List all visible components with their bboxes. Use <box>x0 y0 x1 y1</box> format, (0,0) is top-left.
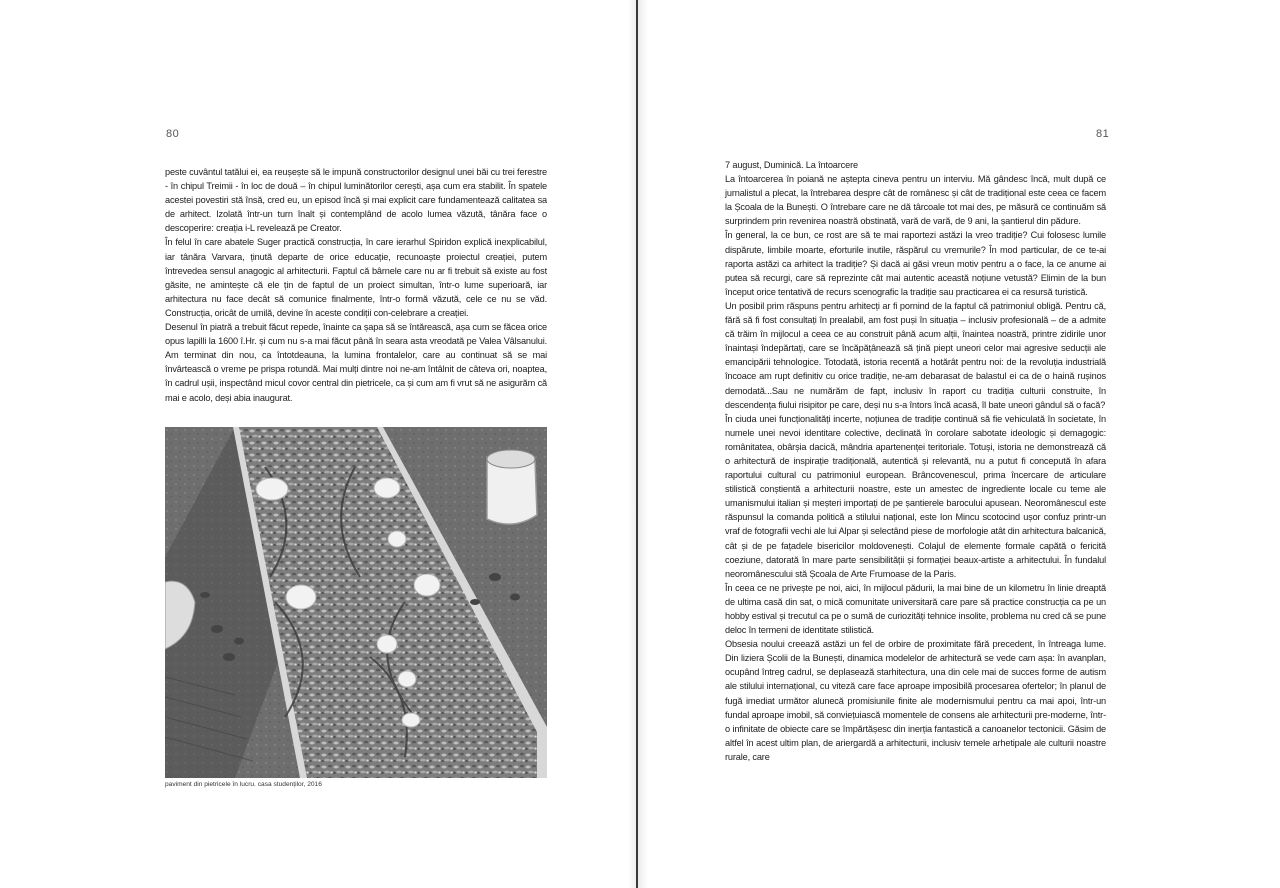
paragraph: În general, la ce bun, ce rost are să te mai raportezi astăzi la vreo tradiție? Cui folosesc lumile dispărute, limbile moarte, eforturile inutile, răspărul cu vremurile? În mod particular, de ce te-ai raporta astăzi ca arhitect la tradiție? Și dacă ai găsi vreun motiv pentru a o face, la ce anume ai putea să recurgi, care să reprezinte cât mai autentic această noțiune vetustă? Elimin de la bun început orice tentativă de recurs scenografic la tradiție sau practicarea ei ca resursă turistică. <box>725 230 1106 297</box>
paragraph: În ceea ce ne privește pe noi, aici, în mijlocul pădurii, la mai bine de un kilometru în linie dreaptă de ultima casă din sat, o mică comunitate universitară care pare să practice construcția ca pe un hobby estival și trecutul ca pe o sumă de curiozități tehnice insolite, problema nu cred că se pune deloc în termeni de identitate stilistică. <box>725 582 1106 636</box>
right-page-spine-shadow <box>638 0 648 888</box>
left-page-body <box>165 165 547 405</box>
right-page-body <box>725 158 1106 764</box>
left-page-spine-shadow <box>628 0 636 888</box>
paragraph: Un posibil prim răspuns pentru arhitecți ar fi pornind de la faptul că patrimoniul obligă. Pentru că, fără să fi fost consultați în prealabil, am fost puși în situația – inclusiv profesională – de a admite că trăim în mijlocul a ceea ce au construit până acum alții, înaintea noastră, printre zidirile unor înaintași îndepărtați, care se încăpățânează să țină piept uneori celor mai agresive seducții ale emancipării tehnologice. Totodată, istoria recentă a hotărât pentru noi: de la revoluția industrială încoace am rupt definitiv cu orice tradiție, ne-am debarasat de balastul ei ca de o haină rușinos demodată...Sau ne numărăm de fapt, inclusiv în raport cu tradiția culturii construite, în descendența fiului risipitor pe care, deși nu s-a întors încă acasă, îl bate uneori gândul să o facă? <box>725 300 1106 410</box>
right-page-number: 81 <box>1096 128 1110 140</box>
pebble-mosaic-photo <box>165 427 547 778</box>
paragraph: peste cuvântul tatălui ei, ea reușește să le impună constructorilor designul unei băi cu trei ferestre - în chipul Treimii - în loc de două – în chipul luminătorilor cerești, așa cum era stabilit. În spatele acestei povestiri stă însă, cred eu, un episod încă și mai explicit care fundamentează calitatea sa de arhitect. Izolată într-un turn înalt și contemplând de acolo lumea văzută, tânăra face o descoperire: creația i-L revelează pe Creator. <box>165 167 547 234</box>
paragraph: Obsesia noului creează astăzi un fel de orbire de proximitate fără precedent, în întreaga lume. Din liziera Școlii de la Bunești, dinamica modelelor de arhitectură se vede cam așa: în avanplan, ocupând întreg cadrul, se deplasează starhitectura, una din cele mai de succes forme de autism ale stilului internațional, cu viteză care face aproape imposibilă procesarea ofertelor; în planul de fugă imediat următor alunecă promisiunile finite ale modernismului pentru ca mai apoi, într-un fundal aproape imobil, să conviețuiască momentele de consens ale arhitecturii pre-moderne, într-o infinitate de obiecte care se împărtășesc din inerția fantastică a canoanelor tectonicii. Găsim de altfel în acest ultim plan, de ariergardă a arhitecturii, inclusiv temele arhetipale ale culturii noastre rurale, care <box>725 639 1106 762</box>
paragraph: În ciuda unei funcționalități incerte, noțiunea de tradiție continuă să fie vehiculată în societate, în numele unei nevoi identitare colective, declinată în corolare sabotate ideologic și demagogic: românitatea, obârșia dacică, mândria apartenenței teritoriale. Totuși, istoria ne demonstrează că o arhitectură de inspirație tradițională, autentică și relevantă, nu a putut fi concepută în afara raportului cultural cu patrimoniul european. Brâncovenescul, prima încercare de articulare stilistică conștientă a arhitecturii noastre, este un amestec de ingrediente locale cu teme ale umanismului italian și meșteri importați de pe șantierele barocului apusean. Neoromânescul este răspunsul la comanda politică a stilului național, este Ion Mincu scotocind ușor confuz printr-un vraf de fotografii vechi ale lui Alpar și selectând piese de morfologie atât din arhitectura balcanică, cât și de pe fațadele bisericilor moldovenești. Colajul de elemente formale capătă o fericită coeziune, datorată în mare parte sensibilității și formației beaux-artiste a arhitectului. În fundalul neoromânescului stă Școala de Arte Frumoase de la Paris. <box>725 413 1106 579</box>
paragraph: În felul în care abatele Suger practică construcția, în care ierarhul Spiridon explică inexplicabilul, iar tânăra Varvara, ținută departe de orice educație, recunoaște proiectul creației, putem întrevedea sensul anagogic al arhitecturii. Faptul că bârnele care nu ar fi trebuit să existe au fost găsite, ne amintește că ele țin de faptul de un proiect simultan, într-o lume superioară, iar arhitectura nu face decât să comunice finalmente, într-o formă văzută, cele ce nu se văd. Construcția, oricât de umilă, devine în aceste condiții con-celebrare a creației. <box>165 237 547 318</box>
left-page-number: 80 <box>166 128 180 140</box>
journal-heading: 7 august, Duminică. La întoarcere <box>725 160 858 170</box>
photo-caption: paviment din pietricele în lucru. casa studenților, 2016 <box>165 781 322 788</box>
paragraph: Desenul în piatră a trebuit făcut repede, înainte ca șapa să se întărească, așa cum se făcea orice opus lapilli la 1600 î.Hr. și cum nu s-a mai făcut până în seara asta vreodată pe Valea Vâlsanului. Am terminat din nou, ca întotdeauna, la lumina frontalelor, care au continuat să se mai învârtească o vreme pe prispa rotundă. Mai mulți dintre noi ne-am întâlnit de câteva ori, noaptea, în cadrul ușii, inspectând micul covor central din pietricele, ca și cum am fi vrut să ne asigurăm că mai e acolo, deși abia inaugurat. <box>165 322 547 403</box>
paragraph: La întoarcerea în poiană ne aștepta cineva pentru un interviu. Mă gândesc încă, mult după ce jurnalistul a plecat, la întrebarea despre cât de românesc și cât de tradițional este ceea ce facem la Școala de la Bunești. O întrebare care ne dă târcoale tot mai des, pe măsură ce continuăm să surprindem prin revenirea noastră obstinată, vară de vară, de 9 ani, la șantierul din pădure. <box>725 174 1106 227</box>
